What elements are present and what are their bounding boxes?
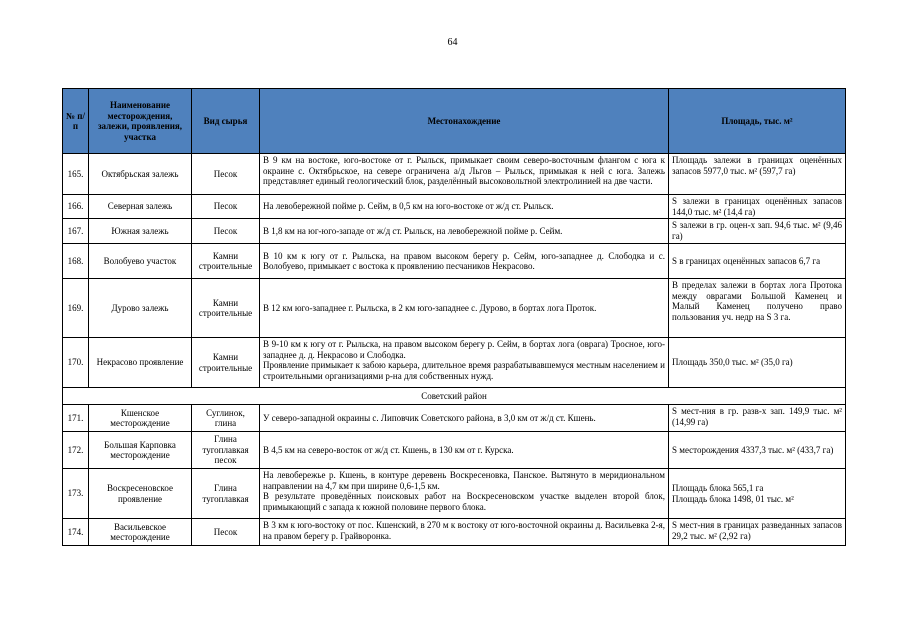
- row-location: На левобережье р. Кшень, в контуре деревень Воскресеновка, Панское. Вытянуто в меридиональном направлении на 4,7 км при ширине 0,6-1,5 км. В результате проведённых поисковых работ на Воскресеновском участке выделен второй блок, примыкающий с запада к южной половине первого блока.: [260, 469, 669, 519]
- row-num: 167.: [63, 219, 89, 244]
- row-raw-type: Глина тугоплавкая: [192, 469, 260, 519]
- row-location: В 12 км юго-западнее г. Рыльска, в 2 км юго-западнее с. Дурово, в бортах лога Проток.: [260, 279, 669, 338]
- row-area: S в границах оценённых запасов 6,7 га: [669, 244, 846, 279]
- district-title: Советский район: [63, 388, 846, 405]
- row-raw-type: Песок: [192, 154, 260, 195]
- row-area: S месторождения 4337,3 тыс. м² (433,7 га): [669, 432, 846, 469]
- row-name: Октябрьская залежь: [89, 154, 192, 195]
- row-location: В 9-10 км к югу от г. Рыльска, на правом высоком берегу р. Сейм, в бортах лога (оврага) Тросное, юго-западнее д. д. Некрасово и Слободка. Проявление примыкает к забою карьера, длительное время разрабатывавшемуся местным населением и строительными организациями р-на для собственных нужд.: [260, 338, 669, 388]
- district-row: [63, 388, 846, 405]
- row-raw-type: Песок: [192, 519, 260, 546]
- row-num: 174.: [63, 519, 89, 546]
- row-num: 168.: [63, 244, 89, 279]
- header-name: Наименование месторождения, залежи, проявления, участка: [89, 89, 192, 154]
- row-name: Дурово залежь: [89, 279, 192, 338]
- header-location: Местонахождение: [260, 89, 669, 154]
- row-area: S мест-ния в границах разведанных запасов 29,2 тыс. м² (2,92 га): [669, 519, 846, 546]
- row-num: 169.: [63, 279, 89, 338]
- row-raw-type: Песок: [192, 195, 260, 219]
- row-raw-type: Камни строительные: [192, 279, 260, 338]
- page-number: 64: [447, 37, 458, 48]
- row-area: Площадь залежи в границах оценённых запасов 5977,0 тыс. м² (597,7 га): [669, 154, 846, 195]
- row-name: Некрасово проявление: [89, 338, 192, 388]
- header-area: Площадь, тыс. м²: [669, 89, 846, 154]
- row-name: Южная залежь: [89, 219, 192, 244]
- row-raw-type: Песок: [192, 219, 260, 244]
- table-row: [63, 219, 846, 244]
- table-header-row: [63, 89, 846, 154]
- row-name: Кшенское месторождение: [89, 405, 192, 432]
- row-area: S залежи в границах оценённых запасов 144,0 тыс. м² (14,4 га): [669, 195, 846, 219]
- row-location: В 9 км на востоке, юго-востоке от г. Рыльск, примыкает своим северо-восточным флангом с юга к окраине с. Октябрьское, на севере ограничена а/д Льгов – Рыльск, примыкая к ней с юга. Залежь представляет единый геологический блок, разделённый высоковольтной электролинией на две части.: [260, 154, 669, 195]
- row-num: 172.: [63, 432, 89, 469]
- row-num: 166.: [63, 195, 89, 219]
- table-row: [63, 195, 846, 219]
- row-name: Северная залежь: [89, 195, 192, 219]
- deposits-table: [62, 88, 846, 546]
- row-area: Площадь 350,0 тыс. м² (35,0 га): [669, 338, 846, 388]
- row-area: Площадь блока 565,1 га Площадь блока 1498, 01 тыс. м²: [669, 469, 846, 519]
- row-raw-type: Суглинок, глина: [192, 405, 260, 432]
- row-area: S залежи в гр. оцен-х зап. 94,6 тыс. м² (9,46 га): [669, 219, 846, 244]
- row-location: В 4,5 км на северо-восток от ж/д ст. Кшень, в 130 км от г. Курска.: [260, 432, 669, 469]
- table-row: [63, 244, 846, 279]
- row-raw-type: Камни строительные: [192, 338, 260, 388]
- header-num: № п/п: [63, 89, 89, 154]
- table-row: [63, 405, 846, 432]
- row-area: S мест-ния в гр. разв-х зап. 149,9 тыс. м² (14,99 га): [669, 405, 846, 432]
- row-name: Большая Карповка месторождение: [89, 432, 192, 469]
- row-num: 171.: [63, 405, 89, 432]
- row-num: 170.: [63, 338, 89, 388]
- table-row: [63, 279, 846, 338]
- row-location: В 3 км к юго-востоку от пос. Кшенский, в 270 м к востоку от юго-восточной окраины д. Васильевка 2-я, на правом берегу р. Грайворонка.: [260, 519, 669, 546]
- row-raw-type: Глина тугоплавкая песок: [192, 432, 260, 469]
- row-num: 173.: [63, 469, 89, 519]
- header-raw-type: Вид сырья: [192, 89, 260, 154]
- row-name: Воскресеновское проявление: [89, 469, 192, 519]
- row-location: На левобережной пойме р. Сейм, в 0,5 км на юго-востоке от ж/д ст. Рыльск.: [260, 195, 669, 219]
- row-location: В 10 км к югу от г. Рыльска, на правом высоком берегу р. Сейм, юго-западнее д. Слободка и с. Волобуево, примыкает с востока к проявлению песчаников Некрасово.: [260, 244, 669, 279]
- row-name: Волобуево участок: [89, 244, 192, 279]
- table-row: [63, 469, 846, 519]
- row-num: 165.: [63, 154, 89, 195]
- table-row: [63, 519, 846, 546]
- row-location: В 1,8 км на юг-юго-западе от ж/д ст. Рыльск, на левобережной пойме р. Сейм.: [260, 219, 669, 244]
- row-name: Васильевское месторождение: [89, 519, 192, 546]
- table-row: [63, 154, 846, 195]
- row-area: В пределах залежи в бортах лога Протока между оврагами Большой Каменец и Малый Каменец получено право пользования уч. недр на S 3 га.: [669, 279, 846, 338]
- table-row: [63, 432, 846, 469]
- row-location: У северо-западной окраины с. Липовчик Советского района, в 3,0 км от ж/д ст. Кшень.: [260, 405, 669, 432]
- row-raw-type: Камни строительные: [192, 244, 260, 279]
- table-row: [63, 338, 846, 388]
